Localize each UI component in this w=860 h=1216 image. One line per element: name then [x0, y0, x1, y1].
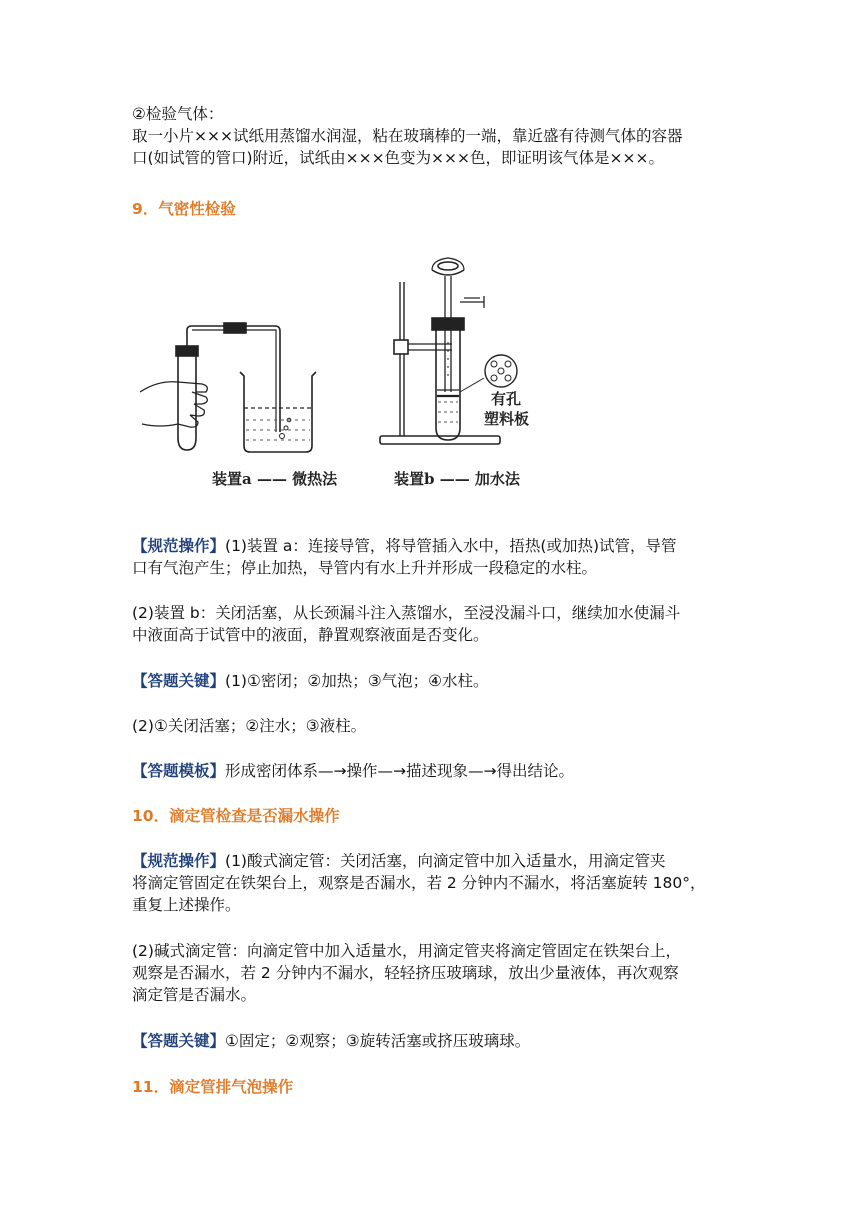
answer-key-tag: 【答题关键】 — [132, 1032, 226, 1050]
norm-op-text: 滴定管是否漏水。 — [132, 986, 257, 1004]
norm-op-text: 中液面高于试管中的液面，静置观察液面是否变化。 — [132, 626, 489, 644]
section-10-paragraph-2 — [132, 940, 732, 1006]
plate-label: 塑料板 — [484, 410, 530, 428]
norm-op-text: 观察是否漏水，若 2 分钟内不漏水，轻轻挤压玻璃球，放出少量液体，再次观察 — [132, 964, 679, 982]
norm-op-text: 口有气泡产生；停止加热，导管内有水上升并形成一段稳定的水柱。 — [132, 559, 598, 577]
answer-key-tag: 【答题关键】 — [132, 672, 226, 690]
section-10-paragraph-1 — [132, 850, 732, 916]
apparatus-diagram — [132, 252, 552, 502]
answer-template-text: 形成密闭体系—→操作—→描述现象—→得出结论。 — [225, 762, 574, 780]
section-10-title: 10．滴定管检查是否漏水操作 — [132, 807, 340, 825]
norm-op-tag: 【规范操作】 — [132, 537, 226, 555]
intro-text-line: 取一小片×××试纸用蒸馏水润湿，粘在玻璃棒的一端，靠近盛有待测气体的容器 — [132, 127, 683, 145]
norm-op-paragraph-2 — [132, 602, 732, 646]
answer-key-text: (1)①密闭；②加热；③气泡；④水柱。 — [225, 672, 489, 690]
answer-template-paragraph — [132, 760, 732, 782]
plate-label: 有孔 — [491, 390, 522, 408]
caption-b: 装置b —— 加水法 — [394, 470, 520, 488]
intro-heading: ②检验气体： — [132, 105, 224, 123]
norm-op-text: (2)碱式滴定管：向滴定管中加入适量水，用滴定管夹将滴定管固定在铁架台上， — [132, 942, 681, 960]
answer-key-paragraph-2 — [132, 715, 732, 737]
intro-block — [132, 103, 732, 169]
answer-key-paragraph — [132, 670, 732, 692]
apparatus-figure — [132, 252, 552, 502]
section-10-answer-key — [132, 1030, 732, 1052]
norm-op-text: (1)酸式滴定管：关闭活塞，向滴定管中加入适量水，用滴定管夹 — [225, 852, 666, 870]
apparatus-a — [140, 323, 316, 452]
section-9-title: 9．气密性检验 — [132, 200, 236, 218]
caption-a: 装置a —— 微热法 — [212, 470, 338, 488]
norm-op-tag: 【规范操作】 — [132, 852, 226, 870]
norm-op-text: (1)装置 a：连接导管，将导管插入水中，捂热(或加热)试管，导管 — [225, 537, 677, 555]
answer-key-text: (2)①关闭活塞；②注水；③液柱。 — [132, 717, 367, 735]
answer-template-tag: 【答题模板】 — [132, 762, 226, 780]
norm-op-paragraph-1 — [132, 535, 732, 579]
norm-op-text: 重复上述操作。 — [132, 896, 241, 914]
norm-op-text: 将滴定管固定在铁架台上，观察是否漏水，若 2 分钟内不漏水，将活塞旋转 180°， — [132, 874, 706, 892]
answer-key-text: ①固定；②观察；③旋转活塞或挤压玻璃球。 — [225, 1032, 531, 1050]
norm-op-text: (2)装置 b：关闭活塞，从长颈漏斗注入蒸馏水，至浸没漏斗口，继续加水使漏斗 — [132, 604, 681, 622]
section-11-title: 11．滴定管排气泡操作 — [132, 1078, 294, 1096]
intro-text-line: 口(如试管的管口)附近，试纸由×××色变为×××色，即证明该气体是×××。 — [132, 149, 664, 167]
